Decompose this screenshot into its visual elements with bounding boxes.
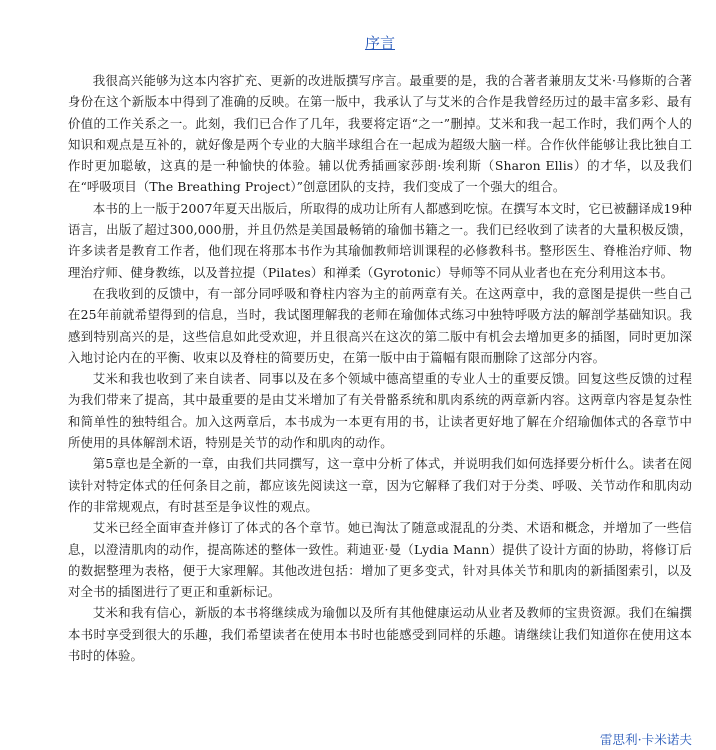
paragraph-1: 我很高兴能够为这本内容扩充、更新的改进版撰写序言。最重要的是，我的合著者兼朋友艾米·马修斯的合著身份在这个新版本中得到了准确的反映。在第一版中，我承认了与艾米的合作是我曾经历过的最丰富多彩、最有价值的工作关系之一。此刻，我们已合作了几年，我要将定语“之一”删掉。艾米和我一起工作时，我们两个人的知识和观点是互补的，就好像是两个专业的大脑半球组合在一起成为超级大脑一样。合作伙伴能够让我比独自工作时更加聪敏，这真的是一种愉快的体验。辅以优秀插画家莎朗·埃利斯（Sharon Ellis）的才华，以及我们在“呼吸项目（The Breathing Project）”创意团队的支持，我们变成了一个强大的组合。 — [68, 73, 692, 195]
author-signature: 雷思利·卡米诺夫 — [599, 732, 692, 747]
paragraph-7: 艾米和我有信心，新版的本书将继续成为瑜伽以及所有其他健康运动从业者及教师的宝贵资源。我们在编撰本书时享受到很大的乐趣，我们希望读者在使用本书时也能感受到同样的乐趣。请继续让我们知道你在使用这本书时的体验。 — [68, 605, 692, 664]
page-title-container — [68, 0, 692, 52]
page-title-link[interactable]: 序言 — [364, 34, 395, 52]
paragraph-6: 艾米已经全面审查并修订了体式的各个章节。她已淘汰了随意或混乱的分类、术语和概念，并增加了一些信息，以澄清肌肉的动作，提高陈述的整体一致性。莉迪亚·曼（Lydia Mann）提供了设计方面的协助，将修订后的数据整理为表格，便于大家理解。其他改进包括：增加了更多变式，针对具体关节和肌肉的新插图索引，以及对全书的插图进行了更正和重新标记。 — [68, 520, 692, 600]
paragraph-4: 艾米和我也收到了来自读者、同事以及在多个领域中德高望重的专业人士的重要反馈。回复这些反馈的过程为我们带来了提高，其中最重要的是由艾米增加了有关骨骼系统和肌肉系统的两章新内容。这两章内容是复杂性和简单性的独特组合。加入这两章后，本书成为一本更有用的书，让读者更好地了解在介绍瑜伽体式的各章节中所使用的具体解剖术语，特别是关节的动作和肌肉的动作。 — [68, 371, 692, 451]
paragraph-3: 在我收到的反馈中，有一部分同呼吸和脊柱内容为主的前两章有关。在这两章中，我的意图是提供一些自己在25年前就希望得到的信息，当时，我试图理解我的老师在瑜伽体式练习中独特呼吸方法的解剖学基础知识。我感到特别高兴的是，这些信息如此受欢迎，并且很高兴在这次的第二版中有机会去增加更多的插图，同时更加深入地讨论内在的平衡、收束以及脊柱的简要历史，在第一版中由于篇幅有限而删除了这部分内容。 — [68, 285, 692, 365]
paragraph-2: 本书的上一版于2007年夏天出版后，所取得的成功让所有人都感到吃惊。在撰写本文时，它已被翻译成19种语言，出版了超过300,000册，并且仍然是美国最畅销的瑜伽书籍之一。我们已经收到了读者的大量积极反馈，许多读者是教育工作者，他们现在将那本书作为其瑜伽教师培训课程的必修教科书。整形医生、脊椎治疗师、物理治疗师、健身教练，以及普拉提（Pilates）和禅柔（Gyrotonic）导师等不同从业者也在充分利用这本书。 — [68, 200, 692, 280]
paragraph-5: 第5章也是全新的一章，由我们共同撰写，这一章中分析了体式，并说明我们如何选择要分析什么。读者在阅读针对特定体式的任何条目之前，都应该先阅读这一章，因为它解释了我们对于分类、呼吸、关节动作和肌肉动作的非常规观点，有时甚至是争议性的观点。 — [68, 456, 692, 514]
